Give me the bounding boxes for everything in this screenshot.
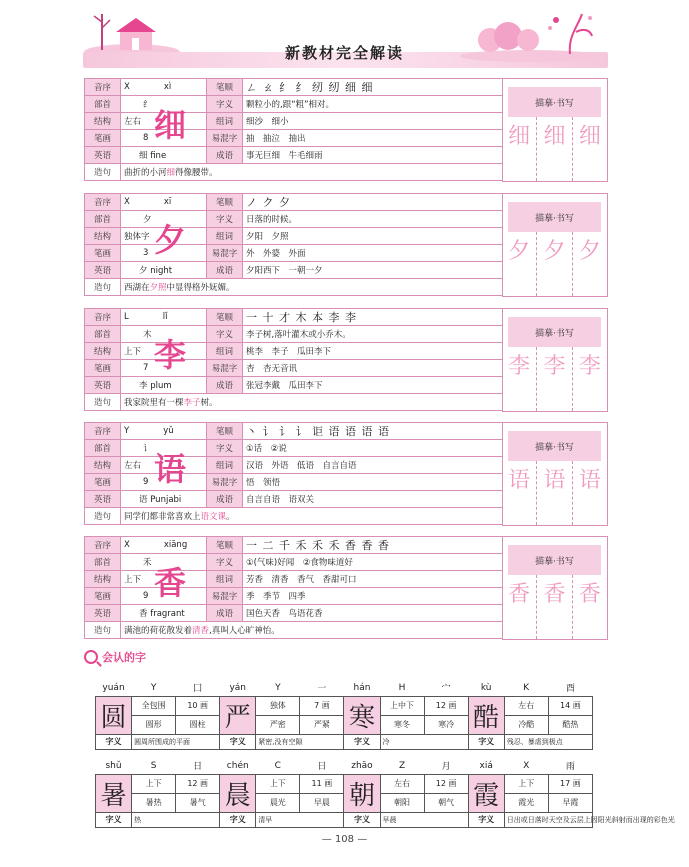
- recog-pinyin: yuán: [96, 680, 132, 696]
- recog-pinyin: xiá: [468, 758, 504, 774]
- yinxu-pinyin: [121, 423, 207, 440]
- stroke-order: ㄥ ㄠ 纟 纟 纫 纫 细 细: [243, 79, 503, 96]
- big-character: 李: [154, 336, 187, 374]
- trace-cell[interactable]: 李: [508, 354, 531, 379]
- trace-cell[interactable]: 夕: [572, 232, 607, 296]
- sentence-highlight: 夕照: [149, 283, 167, 293]
- label-bushou: 部首: [85, 96, 121, 113]
- trace-cell[interactable]: 夕: [536, 232, 571, 296]
- stroke-count: 7: [121, 360, 207, 377]
- words: 汉语 外语 低语 自言自语: [243, 457, 503, 474]
- english: 香 fragrant: [121, 605, 207, 622]
- confusable: 抽 抽泣 抽出: [243, 130, 503, 147]
- recog-strokes: 12 画: [176, 774, 220, 793]
- sentence-pre: 曲折的小河: [124, 168, 167, 178]
- label-bushou: 部首: [85, 440, 121, 457]
- pinyin: xì: [163, 82, 172, 92]
- practice-grid: [502, 117, 607, 181]
- radical: 禾: [121, 554, 207, 571]
- meaning: ①(气味)好闻 ②食物味道好: [243, 554, 503, 571]
- pinyin: lǐ: [162, 312, 168, 322]
- char-block: [84, 78, 608, 188]
- yinxu: X: [124, 197, 130, 207]
- sentence-highlight: 李子: [183, 398, 201, 408]
- recog-word: 严紧: [300, 715, 344, 734]
- recog-word: 朝阳: [380, 793, 424, 812]
- recog-structure: 左右: [504, 696, 548, 715]
- meaning: 李子树,落叶灌木或小乔木。: [243, 326, 503, 343]
- label-bishun: 笔顺: [207, 79, 243, 96]
- recog-zy-label: 字义: [344, 734, 380, 749]
- trace-cell[interactable]: 细: [508, 124, 531, 149]
- recog-radical: 酉: [548, 680, 592, 696]
- recog-pinyin: chén: [220, 758, 256, 774]
- recog-word: 早晨: [300, 793, 344, 812]
- pinyin: xī: [163, 197, 172, 207]
- label-jiegou: 结构: [85, 343, 121, 360]
- sentence-pre: 我家院里有一棵: [124, 398, 184, 408]
- label-bihua: 笔画: [85, 588, 121, 605]
- label-zaoju: 造句: [85, 622, 121, 639]
- example-sentence: [121, 508, 503, 525]
- label-zaoju: 造句: [85, 164, 121, 181]
- yinxu-pinyin: [121, 537, 207, 554]
- label-pinyin: 音序: [85, 309, 121, 326]
- recog-definition: 热: [132, 812, 220, 827]
- structure: 独体字: [121, 228, 207, 245]
- recog-definition: 日出或日落时天空及云层上因阳光斜射而出现的彩色光: [504, 812, 592, 827]
- label-yihunzi: 易混字: [207, 130, 243, 147]
- recognize-table: [95, 758, 675, 828]
- recog-strokes: 10 画: [176, 696, 220, 715]
- sentence-pre: 同学们都非常喜欢上: [124, 512, 201, 522]
- recog-zy-label: 字义: [220, 812, 256, 827]
- idioms: 夕阳西下 一朝一夕: [243, 262, 503, 279]
- words: 芳香 清香 香气 香甜可口: [243, 571, 503, 588]
- label-zaoju: 造句: [85, 508, 121, 525]
- char-info-table: [84, 536, 503, 639]
- english: 夕 night: [121, 262, 207, 279]
- trace-cell[interactable]: 语: [508, 468, 531, 493]
- sentence-highlight: 清香: [192, 626, 210, 636]
- recog-character: 晨: [220, 774, 256, 812]
- trace-cell[interactable]: 语: [536, 461, 571, 525]
- label-yihunzi: 易混字: [207, 588, 243, 605]
- label-pinyin: 音序: [85, 537, 121, 554]
- label-chengyu: 成语: [207, 491, 243, 508]
- label-chengyu: 成语: [207, 605, 243, 622]
- radical: 纟: [121, 96, 207, 113]
- recog-yinxu: Y: [256, 680, 300, 696]
- label-bishun: 笔顺: [207, 194, 243, 211]
- practice-label: 描摹·书写: [508, 431, 601, 461]
- practice-grid: [502, 347, 607, 411]
- trace-cell[interactable]: 香: [572, 575, 607, 639]
- label-bushou: 部首: [85, 554, 121, 571]
- structure: 上下: [121, 343, 207, 360]
- recog-strokes: 12 画: [424, 774, 468, 793]
- recog-radical: 月: [424, 758, 468, 774]
- plant-decoration-icon: [450, 6, 600, 62]
- radical: 木: [121, 326, 207, 343]
- recog-strokes: 11 画: [300, 774, 344, 793]
- label-english: 英语: [85, 605, 121, 622]
- stroke-count: 8: [121, 130, 207, 147]
- recog-strokes: 7 画: [300, 696, 344, 715]
- recog-structure: 上中下: [380, 696, 424, 715]
- char-block: [84, 193, 608, 303]
- trace-cell[interactable]: 细: [572, 117, 607, 181]
- practice-grid: [502, 575, 607, 639]
- label-jiegou: 结构: [85, 113, 121, 130]
- pinyin: xiāng: [163, 540, 188, 550]
- recog-definition: 早晨: [380, 812, 468, 827]
- big-character: 夕: [154, 221, 187, 259]
- recog-word: 圆形: [132, 715, 176, 734]
- char-block: [84, 422, 608, 532]
- big-character: 香: [154, 564, 187, 602]
- stroke-order: 一 二 千 禾 禾 禾 香 香 香: [243, 537, 503, 554]
- recog-definition: 残忍、暴虐到极点: [504, 734, 592, 749]
- practice-label: 描摹·书写: [508, 317, 601, 347]
- yinxu-pinyin: [121, 79, 207, 96]
- recog-word: 酷热: [548, 715, 592, 734]
- trace-cell[interactable]: 细: [536, 117, 571, 181]
- example-sentence: [121, 164, 503, 181]
- recog-yinxu: H: [380, 680, 424, 696]
- label-english: 英语: [85, 491, 121, 508]
- recog-word: 圆柱: [176, 715, 220, 734]
- recog-word: 早霞: [548, 793, 592, 812]
- label-pinyin: 音序: [85, 423, 121, 440]
- recog-radical: 囗: [176, 680, 220, 696]
- recog-radical: 雨: [548, 758, 592, 774]
- label-zaoju: 造句: [85, 394, 121, 411]
- page-header: [0, 0, 689, 72]
- sentence-highlight: 细: [166, 168, 176, 178]
- pinyin: yǔ: [163, 426, 174, 436]
- trace-cell[interactable]: 香: [536, 575, 571, 639]
- label-zuci: 组词: [207, 228, 243, 245]
- recognize-table: [95, 680, 593, 750]
- recog-radical: 宀: [424, 680, 468, 696]
- english: 细 fine: [121, 147, 207, 164]
- label-zuci: 组词: [207, 343, 243, 360]
- recog-character: 圆: [96, 696, 132, 734]
- practice-label: 描摹·书写: [508, 545, 601, 575]
- label-zuci: 组词: [207, 457, 243, 474]
- label-zuci: 组词: [207, 113, 243, 130]
- recog-zy-label: 字义: [344, 812, 380, 827]
- recog-definition: 圆周所围成的平面: [132, 734, 220, 749]
- label-chengyu: 成语: [207, 262, 243, 279]
- recog-yinxu: K: [504, 680, 548, 696]
- label-english: 英语: [85, 377, 121, 394]
- recog-structure: 全包围: [132, 696, 176, 715]
- label-yihunzi: 易混字: [207, 474, 243, 491]
- practice-box: [502, 422, 608, 526]
- char-block: [84, 536, 608, 646]
- sentence-post: 树。: [200, 398, 218, 408]
- recog-yinxu: C: [256, 758, 300, 774]
- english: 语 Punjabi: [121, 491, 207, 508]
- idioms: 国色天香 鸟语花香: [243, 605, 503, 622]
- page-number: — 108 —: [321, 834, 368, 845]
- label-pinyin: 音序: [85, 194, 121, 211]
- label-bihua: 笔画: [85, 360, 121, 377]
- recog-strokes: 17 画: [548, 774, 592, 793]
- label-bihua: 笔画: [85, 245, 121, 262]
- recog-structure: 上下: [132, 774, 176, 793]
- trace-cell[interactable]: 香: [508, 582, 531, 607]
- label-english: 英语: [85, 147, 121, 164]
- recog-zy-label: 字义: [96, 734, 132, 749]
- recog-strokes: 14 画: [548, 696, 592, 715]
- recog-word: 严密: [256, 715, 300, 734]
- practice-box: [502, 78, 608, 182]
- recog-structure: 上下: [256, 774, 300, 793]
- recog-yinxu: Y: [132, 680, 176, 696]
- label-zizhi: 字义: [207, 211, 243, 228]
- recog-word: 晨光: [256, 793, 300, 812]
- practice-label: 描摹·书写: [508, 202, 601, 232]
- trace-cell[interactable]: 李: [536, 347, 571, 411]
- structure: 上下: [121, 571, 207, 588]
- yinxu-pinyin: [121, 194, 207, 211]
- yinxu: L: [124, 312, 129, 322]
- meaning: 日落的时候。: [243, 211, 503, 228]
- recog-radical: 日: [300, 758, 344, 774]
- label-jiegou: 结构: [85, 457, 121, 474]
- label-bihua: 笔画: [85, 130, 121, 147]
- meaning: 颗粒小的,跟“粗”相对。: [243, 96, 503, 113]
- yinxu: X: [124, 540, 130, 550]
- practice-box: [502, 536, 608, 640]
- label-zizhi: 字义: [207, 554, 243, 571]
- recog-pinyin: zhāo: [344, 758, 380, 774]
- yinxu-pinyin: [121, 309, 207, 326]
- recog-structure: 独体: [256, 696, 300, 715]
- label-zaoju: 造句: [85, 279, 121, 296]
- char-info-table: [84, 78, 503, 181]
- yinxu: Y: [124, 426, 130, 436]
- recog-character: 寒: [344, 696, 380, 734]
- english: 李 plum: [121, 377, 207, 394]
- char-block: [84, 308, 608, 418]
- page-title: 新教材完全解读: [284, 44, 404, 62]
- label-bishun: 笔顺: [207, 423, 243, 440]
- stroke-count: 9: [121, 474, 207, 491]
- idioms: 自言自语 语双关: [243, 491, 503, 508]
- recog-character: 霞: [468, 774, 504, 812]
- section-title: [84, 649, 146, 665]
- confusable: 外 外婆 外面: [243, 245, 503, 262]
- label-zuci: 组词: [207, 571, 243, 588]
- char-info-table: [84, 422, 503, 525]
- recog-character: 严: [220, 696, 256, 734]
- recog-zy-label: 字义: [468, 812, 504, 827]
- stroke-order: 丶 讠 讠 讠 讵 语 语 语 语: [243, 423, 503, 440]
- practice-box: [502, 193, 608, 297]
- recog-definition: 紧密,没有空隙: [256, 734, 344, 749]
- trace-cell[interactable]: 夕: [508, 239, 531, 264]
- trace-cell[interactable]: 李: [572, 347, 607, 411]
- idioms: 事无巨细 牛毛细雨: [243, 147, 503, 164]
- recog-strokes: 12 画: [424, 696, 468, 715]
- label-bushou: 部首: [85, 211, 121, 228]
- recog-word: 寒冬: [380, 715, 424, 734]
- recog-word: 朝气: [424, 793, 468, 812]
- practice-grid: [502, 461, 607, 525]
- char-info-table: [84, 193, 503, 296]
- recog-definition: 清早: [256, 812, 344, 827]
- confusable: 悟 领悟: [243, 474, 503, 491]
- radical: 夕: [121, 211, 207, 228]
- example-sentence: [121, 394, 503, 411]
- label-bishun: 笔顺: [207, 537, 243, 554]
- example-sentence: [121, 622, 503, 639]
- sentence-post: 。: [226, 512, 235, 522]
- label-yihunzi: 易混字: [207, 360, 243, 377]
- recog-structure: 左右: [380, 774, 424, 793]
- practice-label: 描摹·书写: [508, 87, 601, 117]
- label-zizhi: 字义: [207, 440, 243, 457]
- recog-word: 霞光: [504, 793, 548, 812]
- label-yihunzi: 易混字: [207, 245, 243, 262]
- sentence-post: 得像腰带。: [175, 168, 218, 178]
- yinxu: X: [124, 82, 130, 92]
- recog-structure: 上下: [504, 774, 548, 793]
- example-sentence: [121, 279, 503, 296]
- big-character: 细: [154, 106, 187, 144]
- words: 桃李 李子 瓜田李下: [243, 343, 503, 360]
- stroke-order: ノ ク 夕: [243, 194, 503, 211]
- label-jiegou: 结构: [85, 571, 121, 588]
- radical: 讠: [121, 440, 207, 457]
- recog-yinxu: Z: [380, 758, 424, 774]
- structure: 左右: [121, 457, 207, 474]
- idioms: 张冠李戴 瓜田李下: [243, 377, 503, 394]
- recog-zy-label: 字义: [96, 812, 132, 827]
- label-jiegou: 结构: [85, 228, 121, 245]
- char-info-table: [84, 308, 503, 411]
- recog-zy-label: 字义: [468, 734, 504, 749]
- recog-pinyin: shǔ: [96, 758, 132, 774]
- recog-zy-label: 字义: [220, 734, 256, 749]
- recog-radical: 一: [300, 680, 344, 696]
- label-bihua: 笔画: [85, 474, 121, 491]
- recog-character: 朝: [344, 774, 380, 812]
- confusable: 季 季节 四季: [243, 588, 503, 605]
- stroke-count: 9: [121, 588, 207, 605]
- recog-character: 暑: [96, 774, 132, 812]
- label-bishun: 笔顺: [207, 309, 243, 326]
- label-zizhi: 字义: [207, 96, 243, 113]
- big-character: 语: [154, 450, 187, 488]
- practice-grid: [502, 232, 607, 296]
- stroke-count: 3: [121, 245, 207, 262]
- confusable: 杏 杏无音讯: [243, 360, 503, 377]
- recog-yinxu: S: [132, 758, 176, 774]
- stroke-order: 一 十 才 木 本 李 李: [243, 309, 503, 326]
- words: 细沙 细小: [243, 113, 503, 130]
- recog-word: 寒冷: [424, 715, 468, 734]
- label-english: 英语: [85, 262, 121, 279]
- recog-pinyin: kù: [468, 680, 504, 696]
- recog-radical: 日: [176, 758, 220, 774]
- sentence-highlight: 语文课: [200, 512, 227, 522]
- sentence-post: 中显得格外妩媚。: [166, 283, 235, 293]
- label-chengyu: 成语: [207, 147, 243, 164]
- recog-pinyin: yán: [220, 680, 256, 696]
- label-zizhi: 字义: [207, 326, 243, 343]
- recog-word: 暑气: [176, 793, 220, 812]
- meaning: ①话 ②说: [243, 440, 503, 457]
- recog-definition: 冷: [380, 734, 468, 749]
- recog-character: 酷: [468, 696, 504, 734]
- sentence-post: ,真叫人心旷神怡。: [209, 626, 280, 636]
- recog-word: 暑热: [132, 793, 176, 812]
- magnifier-icon: [84, 650, 98, 664]
- sentence-pre: 满池的荷花散发着: [124, 626, 193, 636]
- recog-word: 冷酷: [504, 715, 548, 734]
- trace-cell[interactable]: 语: [572, 461, 607, 525]
- recog-yinxu: X: [504, 758, 548, 774]
- words: 夕阳 夕照: [243, 228, 503, 245]
- practice-box: [502, 308, 608, 412]
- label-bushou: 部首: [85, 326, 121, 343]
- section-title-text: 会认的字: [102, 651, 146, 664]
- recog-pinyin: hán: [344, 680, 380, 696]
- label-pinyin: 音序: [85, 79, 121, 96]
- structure: 左右: [121, 113, 207, 130]
- label-chengyu: 成语: [207, 377, 243, 394]
- sentence-pre: 西湖在: [124, 283, 150, 293]
